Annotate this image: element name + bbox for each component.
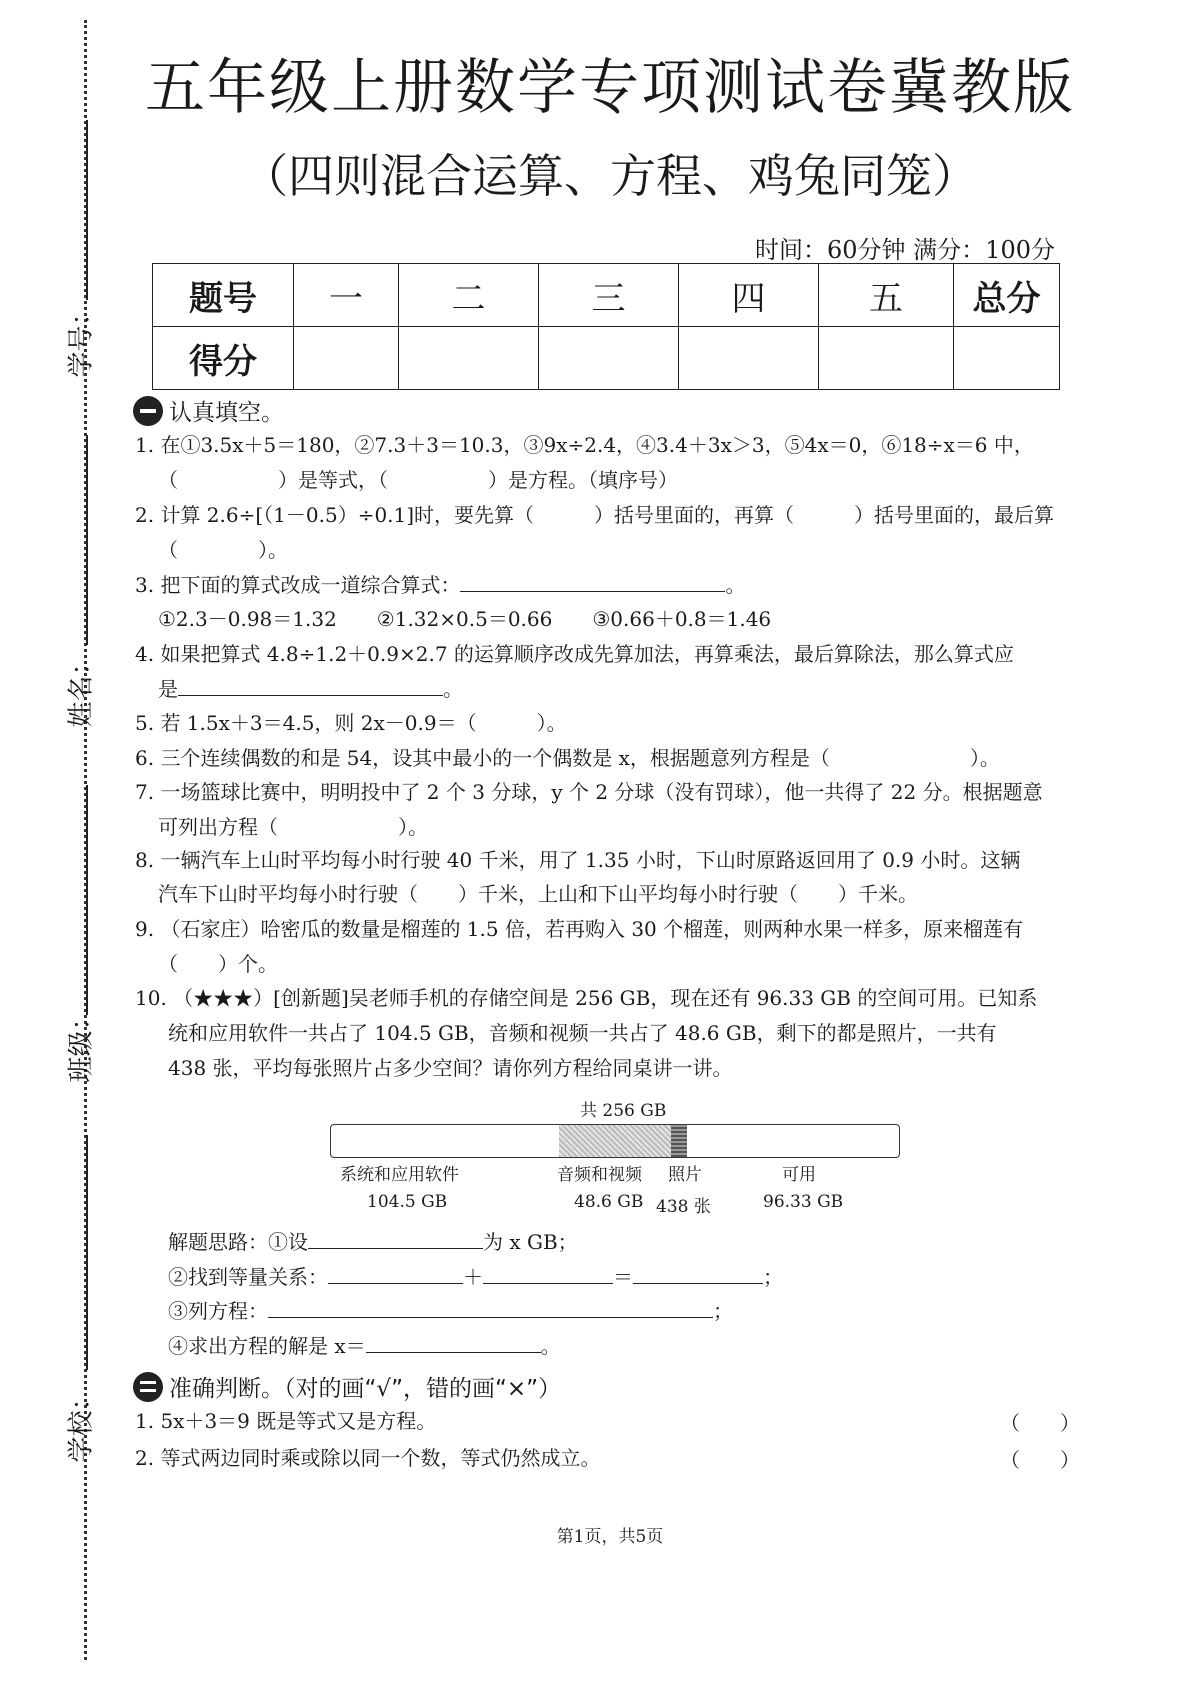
step-text: ④求出方程的解是 x＝ bbox=[168, 1334, 366, 1358]
question-line: 1. 在①3.5x＋5＝180，②7.3＋3＝10.3，③9x÷2.4，④3.4＋3x＞3，⑤4x＝0，⑥18÷x＝6 中， bbox=[135, 433, 1034, 457]
step-text: ； bbox=[763, 1265, 783, 1289]
section-number-one-icon bbox=[133, 396, 163, 426]
question-line: 统和应用软件一共占了 104.5 GB，音频和视频一共占了 48.6 GB，剩下的都是照片，一共有 bbox=[168, 1021, 997, 1045]
solution-step bbox=[168, 1263, 783, 1291]
question-line: 2. 计算 2.6÷[（1－0.5）÷0.1]时，要先算（ ）括号里面的，再算（ ）括号里面的，最后算 bbox=[135, 503, 1055, 527]
diagram-label: 可用 bbox=[782, 1165, 816, 1185]
question-line: ①2.3－0.98＝1.32 ②1.32×0.5＝0.66 ③0.66＋0.8＝1.46 bbox=[158, 607, 772, 631]
time-info: 时间：60分钟 满分：100分 bbox=[755, 236, 1055, 264]
step-text: 为 x GB； bbox=[483, 1230, 578, 1254]
score-cell[interactable] bbox=[539, 327, 679, 390]
page-subtitle: （四则混合运算、方程、鸡兔同笼） bbox=[242, 149, 978, 203]
question-line: （ ）。 bbox=[158, 538, 288, 562]
class-underline bbox=[86, 785, 88, 1015]
header-cell: 一 bbox=[294, 264, 399, 327]
header-cell: 四 bbox=[679, 264, 819, 327]
page-footer: 第1页，共5页 bbox=[556, 1527, 664, 1547]
step-text: ③列方程： bbox=[168, 1299, 268, 1323]
diagram-label: 音频和视频 bbox=[557, 1165, 642, 1185]
solution-step bbox=[168, 1228, 578, 1256]
section-2-heading bbox=[133, 1370, 561, 1403]
score-cell[interactable] bbox=[679, 327, 819, 390]
student-id-label: 学号： bbox=[66, 299, 97, 378]
score-row-label: 得分 bbox=[153, 327, 294, 390]
answer-blank[interactable] bbox=[483, 1265, 613, 1284]
score-cell[interactable] bbox=[294, 327, 399, 390]
section-2-title: 准确判断。（对的画“√”，错的画“×”） bbox=[169, 1376, 562, 1402]
school-label: 学校： bbox=[66, 1384, 97, 1463]
question-line: 9. （石家庄）哈密瓜的数量是榴莲的 1.5 倍，若再购入 30 个榴莲，则两种水果一样多，原来榴莲有 bbox=[135, 917, 1024, 941]
solution-step bbox=[168, 1297, 733, 1325]
section-1-heading bbox=[133, 394, 284, 427]
header-cell: 五 bbox=[819, 264, 954, 327]
diagram-value: 438 张 bbox=[656, 1197, 711, 1217]
question-line: 438 张，平均每张照片占多少空间？请你列方程给同桌讲一讲。 bbox=[168, 1056, 733, 1080]
score-cell[interactable] bbox=[399, 327, 539, 390]
section-1-title: 认真填空。 bbox=[169, 400, 284, 426]
answer-blank[interactable] bbox=[460, 573, 725, 592]
header-cell: 二 bbox=[399, 264, 539, 327]
diagram-label: 系统和应用软件 bbox=[340, 1165, 459, 1185]
school-underline bbox=[86, 1135, 88, 1370]
question-line: 5. 若 1.5x＋3＝4.5，则 2x－0.9＝（ ）。 bbox=[135, 711, 567, 735]
question-text: 是 bbox=[158, 677, 178, 701]
audio-video-segment bbox=[559, 1125, 671, 1157]
step-text: ②找到等量关系： bbox=[168, 1265, 328, 1289]
diagram-label: 照片 bbox=[668, 1165, 702, 1185]
score-cell[interactable] bbox=[819, 327, 954, 390]
question-line: （ ）是等式，（ ）是方程。（填序号） bbox=[158, 468, 678, 492]
score-cell[interactable] bbox=[954, 327, 1060, 390]
question-line: 汽车下山时平均每小时行驶（ ）千米，上山和下山平均每小时行驶（ ）千米。 bbox=[158, 882, 918, 906]
question-line: 6. 三个连续偶数的和是 54，设其中最小的一个偶数是 x，根据题意列方程是（ ）。 bbox=[135, 746, 1000, 770]
judge-item: 2. 等式两边同时乘或除以同一个数，等式仍然成立。 bbox=[135, 1446, 601, 1470]
answer-blank[interactable] bbox=[268, 1299, 713, 1318]
step-text: 解题思路：①设 bbox=[168, 1230, 308, 1254]
class-label: 班级： bbox=[66, 1004, 97, 1083]
question-line: 10. （★★★）[创新题]吴老师手机的存储空间是 256 GB，现在还有 96.33 GB 的空间可用。已知系 bbox=[135, 986, 1038, 1010]
photos-segment bbox=[671, 1125, 687, 1157]
question-line: （ ）个。 bbox=[158, 952, 278, 976]
page-title: 五年级上册数学专项测试卷冀教版 bbox=[145, 53, 1075, 123]
diagram-value: 48.6 GB bbox=[574, 1192, 644, 1212]
question-line: 3. 把下面的算式改成一道综合算式： 。 bbox=[135, 573, 746, 597]
answer-blank[interactable] bbox=[366, 1334, 541, 1353]
answer-parentheses[interactable]: （ ） bbox=[1000, 1448, 1080, 1472]
answer-parentheses[interactable]: （ ） bbox=[1000, 1411, 1080, 1435]
answer-blank[interactable] bbox=[308, 1230, 483, 1249]
question-line: 4. 如果把算式 4.8÷1.2＋0.9×2.7 的运算顺序改成先算加法，再算乘法，最后算除法，那么算式应 bbox=[135, 642, 1014, 666]
header-cell: 总分 bbox=[954, 264, 1060, 327]
solution-step bbox=[168, 1332, 561, 1360]
score-row bbox=[153, 327, 1060, 390]
step-text: ＝ bbox=[613, 1265, 633, 1289]
header-cell: 题号 bbox=[153, 264, 294, 327]
judge-item: 1. 5x＋3＝9 既是等式又是方程。 bbox=[135, 1409, 437, 1433]
section-number-two-icon bbox=[133, 1372, 163, 1402]
answer-blank[interactable] bbox=[178, 677, 443, 696]
question-text: 3. 把下面的算式改成一道综合算式： bbox=[135, 573, 461, 597]
step-text: ＋ bbox=[463, 1265, 483, 1289]
answer-blank[interactable] bbox=[328, 1265, 463, 1284]
score-table bbox=[152, 263, 1060, 390]
step-text: 。 bbox=[540, 1334, 561, 1358]
diagram-value: 96.33 GB bbox=[763, 1192, 844, 1212]
question-line: 可列出方程（ ）。 bbox=[158, 815, 428, 839]
question-line: 7. 一场篮球比赛中，明明投中了 2 个 3 分球，y 个 2 分球（没有罚球），他一共得了 22 分。根据题意 bbox=[135, 780, 1043, 804]
step-text: ； bbox=[713, 1299, 733, 1323]
name-underline bbox=[86, 435, 88, 645]
question-line: 8. 一辆汽车上山时平均每小时行驶 40 千米，用了 1.35 小时，下山时原路返回用了 0.9 小时。这辆 bbox=[135, 848, 1021, 872]
diagram-value: 104.5 GB bbox=[367, 1192, 448, 1212]
header-cell: 三 bbox=[539, 264, 679, 327]
score-header-row bbox=[153, 264, 1060, 327]
diagram-total-label: 共 256 GB bbox=[580, 1101, 667, 1121]
question-line: 是 。 bbox=[158, 677, 463, 701]
answer-blank[interactable] bbox=[633, 1265, 763, 1284]
name-label: 姓名： bbox=[66, 649, 97, 728]
storage-bar bbox=[330, 1124, 900, 1158]
